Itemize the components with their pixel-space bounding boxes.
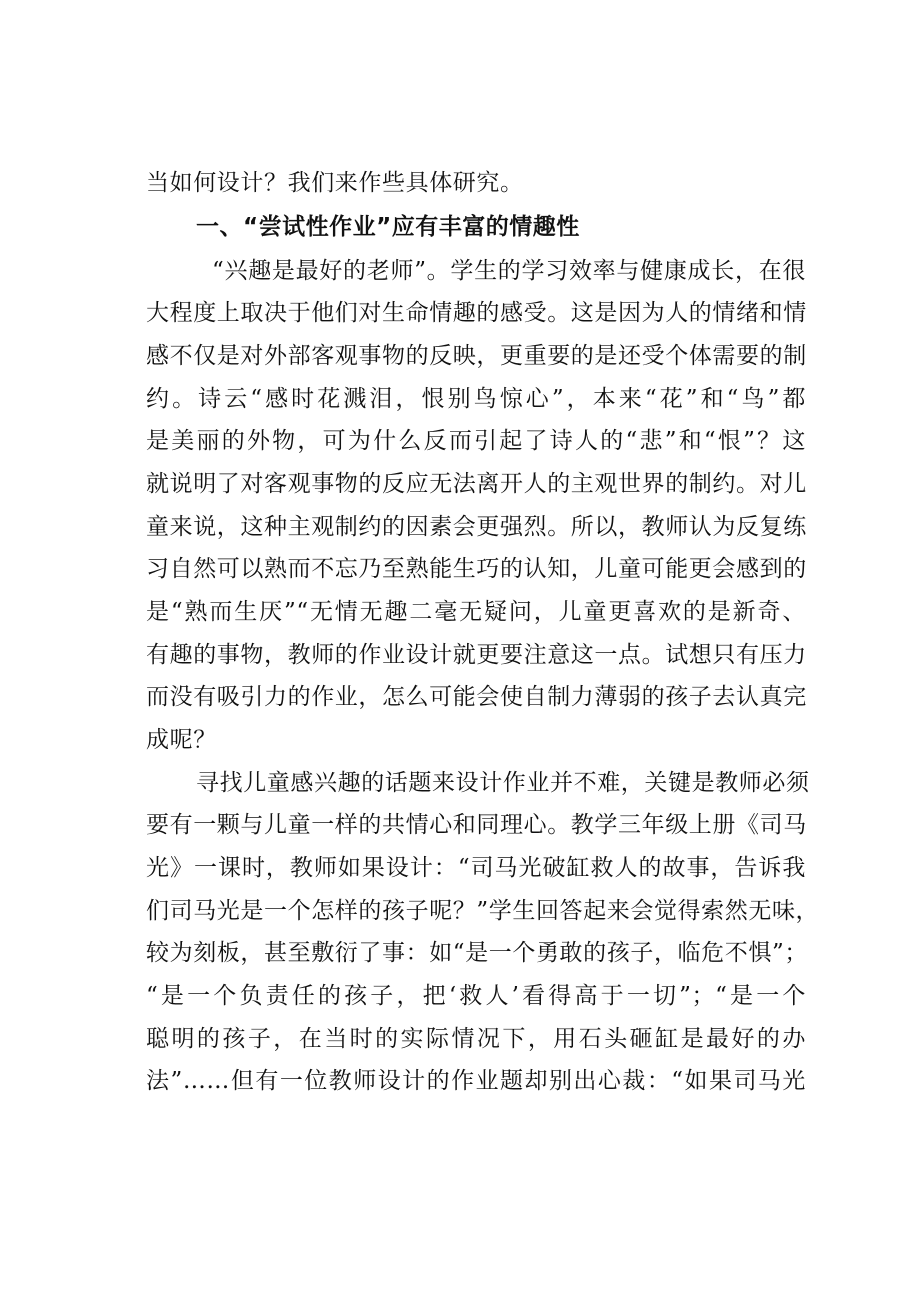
paragraph-line: 寻找儿童感兴趣的话题来设计作业并不难，关键是教师必须 [196, 770, 810, 796]
paragraph-line: 成呢？ [146, 727, 217, 753]
paragraph-line: “是一个负责任的孩子，把‘救人’看得高于一切”；“是一个 [146, 983, 806, 1009]
text-line-intro: 当如何设计？我们来作些具体研究。 [146, 170, 524, 196]
paragraph-line: 而没有吸引力的作业，怎么可能会使自制力薄弱的孩子去认真完 [146, 684, 807, 710]
paragraph-line: 是美丽的外物，可为什么反而引起了诗人的“悲”和“恨”？这 [146, 428, 806, 454]
paragraph-line: 有趣的事物，教师的作业设计就更要注意这一点。试想只有压力 [146, 642, 807, 668]
paragraph-line: “兴趣是最好的老师”。学生的学习效率与健康成长，在很 [212, 258, 806, 284]
paragraph-line: 聪明的孩子，在当时的实际情况下，用石头砸缸是最好的办 [146, 1026, 806, 1052]
paragraph-line: 童来说，这种主观制约的因素会更强烈。所以，教师认为反复练 [146, 514, 807, 540]
paragraph-line: 法”……但有一位教师设计的作业题却别出心裁：“如果司马光 [146, 1068, 806, 1094]
paragraph-line: 约。诗云“感时花溅泪，恨别鸟惊心”，本来“花”和“鸟”都 [146, 386, 806, 412]
paragraph-line: 们司马光是一个怎样的孩子呢？”学生回答起来会觉得索然无味， [146, 898, 820, 924]
paragraph-line: 就说明了对客观事物的反应无法离开人的主观世界的制约。对儿 [146, 471, 807, 497]
paragraph-line: 习自然可以熟而不忘乃至熟能生巧的认知，儿童可能更会感到的 [146, 556, 807, 582]
paragraph-line: 大程度上取决于他们对生命情趣的感受。这是因为人的情绪和情 [146, 300, 807, 326]
paragraph-line: 光》一课时，教师如果设计：“司马光破缸救人的故事，告诉我 [146, 855, 806, 881]
section-heading: 一、“尝试性作业”应有丰富的情趣性 [196, 214, 580, 240]
paragraph-line: 感不仅是对外部客观事物的反映，更重要的是还受个体需要的制 [146, 343, 807, 369]
paragraph-line: 是“熟而生厌”“无情无趣二毫无疑问，儿童更喜欢的是新奇、 [146, 599, 806, 625]
paragraph-line: 较为刻板，甚至敷衍了事：如“是一个勇敢的孩子，临危不惧”； [146, 940, 808, 966]
paragraph-line: 要有一颗与儿童一样的共情心和同理心。教学三年级上册《司马 [146, 812, 807, 838]
